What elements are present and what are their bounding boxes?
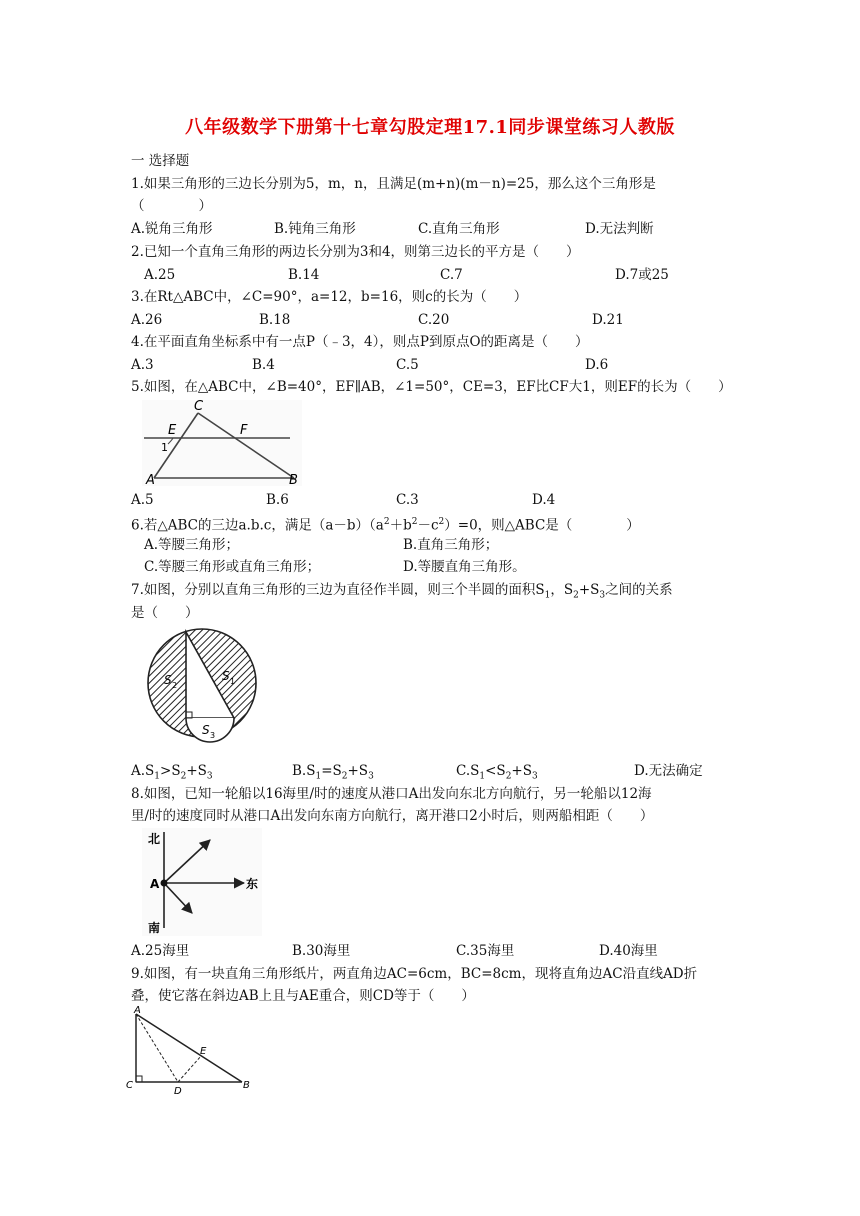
- label-south: 南: [148, 921, 161, 935]
- q7c-sub2: 2: [505, 771, 512, 782]
- q7a-s: S: [145, 763, 155, 779]
- question-6-option-b: B.直角三角形；: [403, 537, 499, 553]
- label-f: F: [240, 423, 248, 438]
- q7b-sub2: 2: [341, 771, 348, 782]
- question-4-option-b: B.4: [252, 357, 275, 373]
- question-6-option-a: A.等腰三角形；: [144, 537, 240, 553]
- q7b-rel: =S: [321, 763, 342, 779]
- question-3-stem: 3.在Rt△ABC中，∠C=90°，a=12，b=16，则c的长为（ ）: [131, 289, 528, 305]
- right-angle-mark: [136, 1076, 142, 1082]
- q7b-sub3: 3: [368, 771, 374, 782]
- q7a-sub2: 2: [180, 771, 187, 782]
- q7a-plus: +S: [186, 763, 207, 779]
- question-2-stem: 2.已知一个直角三角形的两边长分别为3和4，则第三边长的平方是（ ）: [131, 244, 580, 260]
- question-5-stem: 5.如图，在△ABC中，∠B=40°，EF∥AB，∠1=50°，CE=3，EF比CF大1，则EF的长为（ ）: [131, 379, 732, 395]
- question-2-option-c: C.7: [440, 267, 463, 283]
- question-1-option-c: C.直角三角形: [418, 221, 500, 237]
- question-9-stem-cont: 叠，使它落在斜边AB上且与AE重合，则CD等于（ ）: [131, 988, 475, 1004]
- q7-text-2: ，S: [550, 582, 574, 598]
- label-s2-s: S: [164, 673, 172, 687]
- question-8-stem: 8.如图，已知一轮船以16海里/时的速度从港口A出发向东北方向航行，另一轮船以12海: [131, 786, 652, 802]
- page-title: 八年级数学下册第十七章勾股定理17.1同步课堂练习人教版: [185, 117, 675, 138]
- question-5-option-b: B.6: [266, 492, 289, 508]
- fold-line-ad: [136, 1014, 178, 1082]
- question-4-stem: 4.在平面直角坐标系中有一点P（﹣3，4），则点P到原点O的距离是（ ）: [131, 334, 589, 350]
- label-e: E: [168, 423, 177, 438]
- section-heading: 一 选择题: [131, 153, 190, 169]
- q7c-sub3: 3: [531, 771, 538, 782]
- question-5-option-a: A.5: [131, 492, 154, 508]
- question-7-stem-cont: 是（ ）: [131, 605, 199, 621]
- label-north: 北: [148, 832, 161, 846]
- label-s1-sub: 1: [230, 677, 236, 686]
- q7a-prefix: A.: [131, 763, 146, 779]
- q7a-sub3: 3: [206, 771, 213, 782]
- label-d: D: [174, 1086, 182, 1097]
- q7b-sub1: 1: [315, 771, 322, 782]
- question-4-option-a: A.3: [131, 357, 154, 373]
- q7b-s: S: [306, 763, 316, 779]
- question-9-stem: 9.如图，有一块直角三角形纸片，两直角边AC=6cm，BC=8cm，现将直角边AC沿直线AD折: [131, 966, 698, 982]
- q7a-sub1: 1: [154, 771, 161, 782]
- side-ab: [136, 1014, 242, 1082]
- question-1-option-d: D.无法判断: [585, 221, 654, 237]
- question-1-option-a: A.锐角三角形: [131, 221, 213, 237]
- label-s2-sub: 2: [172, 681, 178, 690]
- question-4-option-d: D.6: [585, 357, 609, 373]
- question-2-option-b: B.14: [288, 267, 320, 283]
- label-s3-sub: 3: [210, 731, 216, 740]
- q6-text-3: －c: [417, 517, 439, 534]
- label-a: A: [146, 473, 155, 488]
- question-1-option-b: B.钝角三角形: [274, 221, 356, 237]
- q7a-rel: >S: [160, 763, 181, 779]
- segment-de: [178, 1056, 201, 1082]
- label-b: B: [289, 473, 298, 488]
- label-angle-1: 1: [161, 441, 168, 454]
- q7c-prefix: C.: [456, 763, 471, 779]
- question-7-option-a: [131, 762, 213, 786]
- question-7-option-d: D.无法确定: [634, 763, 703, 779]
- question-1-stem-cont: （ ）: [131, 198, 212, 214]
- label-s1-s: S: [222, 669, 230, 683]
- question-6-option-d: D.等腰直角三角形。: [403, 559, 526, 575]
- question-3-option-a: A.26: [131, 312, 163, 328]
- question-7-option-c: [456, 762, 538, 786]
- label-a: A: [134, 1005, 141, 1016]
- question-7-figure: [140, 628, 270, 758]
- question-4-option-c: C.5: [396, 357, 419, 373]
- label-c: C: [126, 1080, 133, 1091]
- q7-text-1: 7.如图，分别以直角三角形的三边为直径作半圆，则三个半圆的面积S: [131, 582, 545, 598]
- question-5-option-d: D.4: [532, 492, 556, 508]
- q6-text-4: ）=0，则△ABC是（ ）: [444, 517, 640, 534]
- question-6-option-c: C.等腰三角形或直角三角形；: [144, 559, 321, 575]
- q6-text-1: 6.若△ABC的三边a.b.c，满足（a－b）（a: [131, 517, 384, 534]
- question-8-option-a: A.25海里: [131, 943, 190, 959]
- question-3-option-c: C.20: [418, 312, 450, 328]
- question-3-option-d: D.21: [592, 312, 624, 328]
- q7-sub-2: 2: [573, 590, 579, 601]
- q7-sub-3: 3: [599, 590, 606, 601]
- label-e: E: [200, 1046, 207, 1057]
- label-s3-s: S: [202, 723, 210, 737]
- q6-sup-2: 2: [411, 517, 418, 527]
- question-3-option-b: B.18: [259, 312, 291, 328]
- question-9-figure: [126, 1004, 260, 1097]
- q7c-sub1: 1: [479, 771, 486, 782]
- label-a: A: [150, 877, 160, 891]
- q7c-s: S: [470, 763, 480, 779]
- question-8-option-b: B.30海里: [292, 943, 351, 959]
- q7b-prefix: B.: [292, 763, 307, 779]
- question-7-option-b: [292, 762, 374, 786]
- q6-sup-3: 2: [438, 517, 445, 527]
- label-east: 东: [246, 877, 259, 891]
- question-5-figure: [142, 400, 302, 486]
- question-1-stem: 1.如果三角形的三边长分别为5，m，n，且满足(m+n)(m－n)=25，那么这个三角形是: [131, 176, 656, 192]
- question-5-option-c: C.3: [396, 492, 419, 508]
- label-c: C: [194, 399, 204, 414]
- q7c-rel: <S: [485, 763, 506, 779]
- question-2-option-a: A.25: [144, 267, 176, 283]
- question-8-option-c: C.35海里: [456, 943, 515, 959]
- q7-text-4: 之间的关系: [605, 582, 673, 598]
- question-2-option-d: D.7或25: [615, 267, 669, 283]
- q7b-plus: +S: [347, 763, 369, 779]
- question-8-figure: [142, 828, 262, 936]
- q7-sub-1: 1: [544, 590, 551, 601]
- question-8-option-d: D.40海里: [599, 943, 658, 959]
- question-6-stem: [131, 513, 640, 535]
- question-7-stem: [131, 581, 673, 605]
- q6-sup-1: 2: [383, 517, 390, 527]
- q6-text-2: ＋b: [389, 517, 412, 534]
- q7-text-3: +S: [578, 582, 600, 598]
- question-8-stem-cont: 里/时的速度同时从港口A出发向东南方向航行，离开港口2小时后，则两船相距（ ）: [131, 808, 654, 824]
- label-b: B: [243, 1080, 250, 1091]
- port-a-point: [161, 880, 168, 887]
- q7c-plus: +S: [511, 763, 532, 779]
